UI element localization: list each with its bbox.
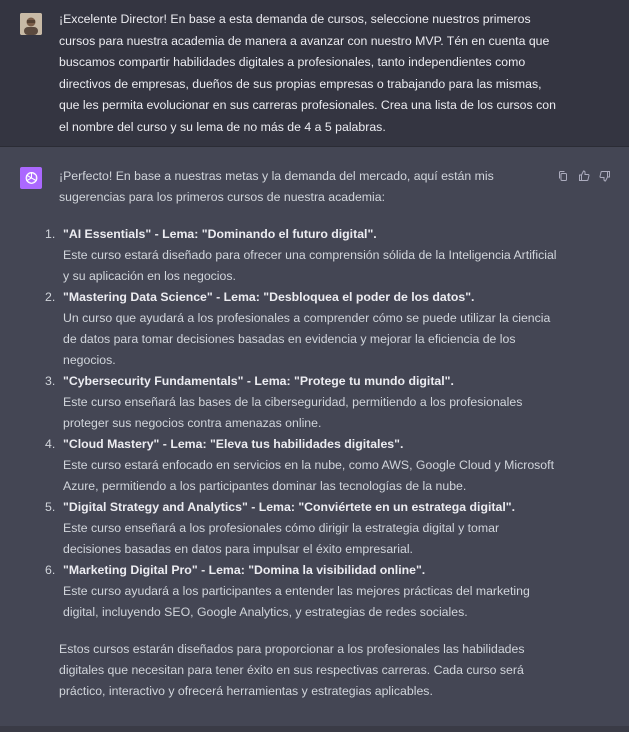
course-description: Este curso estará diseñado para ofrecer una comprensión sólida de la Inteligencia Artificial y su aplicación en los negocios. — [63, 248, 557, 283]
list-item — [45, 497, 559, 560]
assistant-message-text — [45, 166, 559, 702]
course-title: "AI Essentials" - Lema: "Dominando el futuro digital". — [63, 227, 377, 241]
user-message-block — [0, 0, 629, 147]
course-description: Este curso ayudará a los participantes a entender las mejores prácticas del marketing digital, incluyendo SEO, Google Analytics, y estrategias de redes sociales. — [63, 584, 530, 619]
course-description: Este curso estará enfocado en servicios en la nube, como AWS, Google Cloud y Microsoft Azure, permitiendo a los participantes dominar las tecnologías de la nube. — [63, 458, 554, 493]
thumbs-up-icon[interactable] — [577, 169, 590, 182]
course-description: Un curso que ayudará a los profesionales a comprender cómo se puede utilizar la ciencia de datos para tomar decisiones basadas en evidencia y mejorar la eficiencia de los negocios. — [63, 311, 551, 367]
course-description: Este curso enseñará las bases de la ciberseguridad, permitiendo a los profesionales proteger sus negocios contra amenazas online. — [63, 395, 523, 430]
list-number: 2. — [45, 290, 56, 304]
course-title: "Digital Strategy and Analytics" - Lema: "Conviértete en un estratega digital". — [63, 500, 515, 514]
assistant-message-block — [0, 147, 629, 732]
course-list — [45, 224, 559, 623]
course-title: "Mastering Data Science" - Lema: "Desbloquea el poder de los datos". — [63, 290, 475, 304]
assistant-closing: Estos cursos estarán diseñados para proporcionar a los profesionales las habilidades digitales que necesitan para tener éxito en sus respectivas carreras. Cada curso será práctico, interactivo y ofrecerá herramientas y estrategias aplicables. — [59, 642, 525, 698]
list-number: 3. — [45, 374, 56, 388]
course-title: "Cybersecurity Fundamentals" - Lema: "Protege tu mundo digital". — [63, 374, 454, 388]
user-avatar — [20, 13, 42, 35]
user-message-text: ¡Excelente Director! En base a esta demanda de cursos, seleccione nuestros primeros cursos para nuestra academia de manera a avanzar con nuestro MVP. Tén en cuenta que buscamos compartir habilidades digitales a profesionales, tanto independientes como directivos de empresas, dueños de sus propias empresas o trabajando para las mismas, que les permita evolucionar en sus carreras profesionales. Crea una lista de los cursos con el nombre del curso y su lema de no más de 4 a 5 palabras. — [59, 12, 556, 134]
course-title: "Cloud Mastery" - Lema: "Eleva tus habilidades digitales". — [63, 437, 404, 451]
list-item — [45, 287, 559, 371]
list-number: 1. — [45, 227, 56, 241]
list-item — [45, 434, 559, 497]
list-number: 5. — [45, 500, 56, 514]
assistant-intro: ¡Perfecto! En base a nuestras metas y la demanda del mercado, aquí están mis sugerencias para los primeros cursos de nuestra academia: — [59, 169, 494, 204]
chatgpt-logo-icon — [20, 167, 42, 189]
bottom-divider — [0, 726, 629, 732]
list-item — [45, 560, 559, 623]
list-item — [45, 371, 559, 434]
message-actions — [556, 169, 611, 182]
course-description: Este curso enseñará a los profesionales cómo dirigir la estrategia digital y tomar decisiones basadas en datos para impulsar el éxito empresarial. — [63, 521, 500, 556]
list-item — [45, 224, 559, 287]
course-title: "Marketing Digital Pro" - Lema: "Domina la visibilidad online". — [63, 563, 426, 577]
thumbs-down-icon[interactable] — [598, 169, 611, 182]
list-number: 6. — [45, 563, 56, 577]
list-number: 4. — [45, 437, 56, 451]
